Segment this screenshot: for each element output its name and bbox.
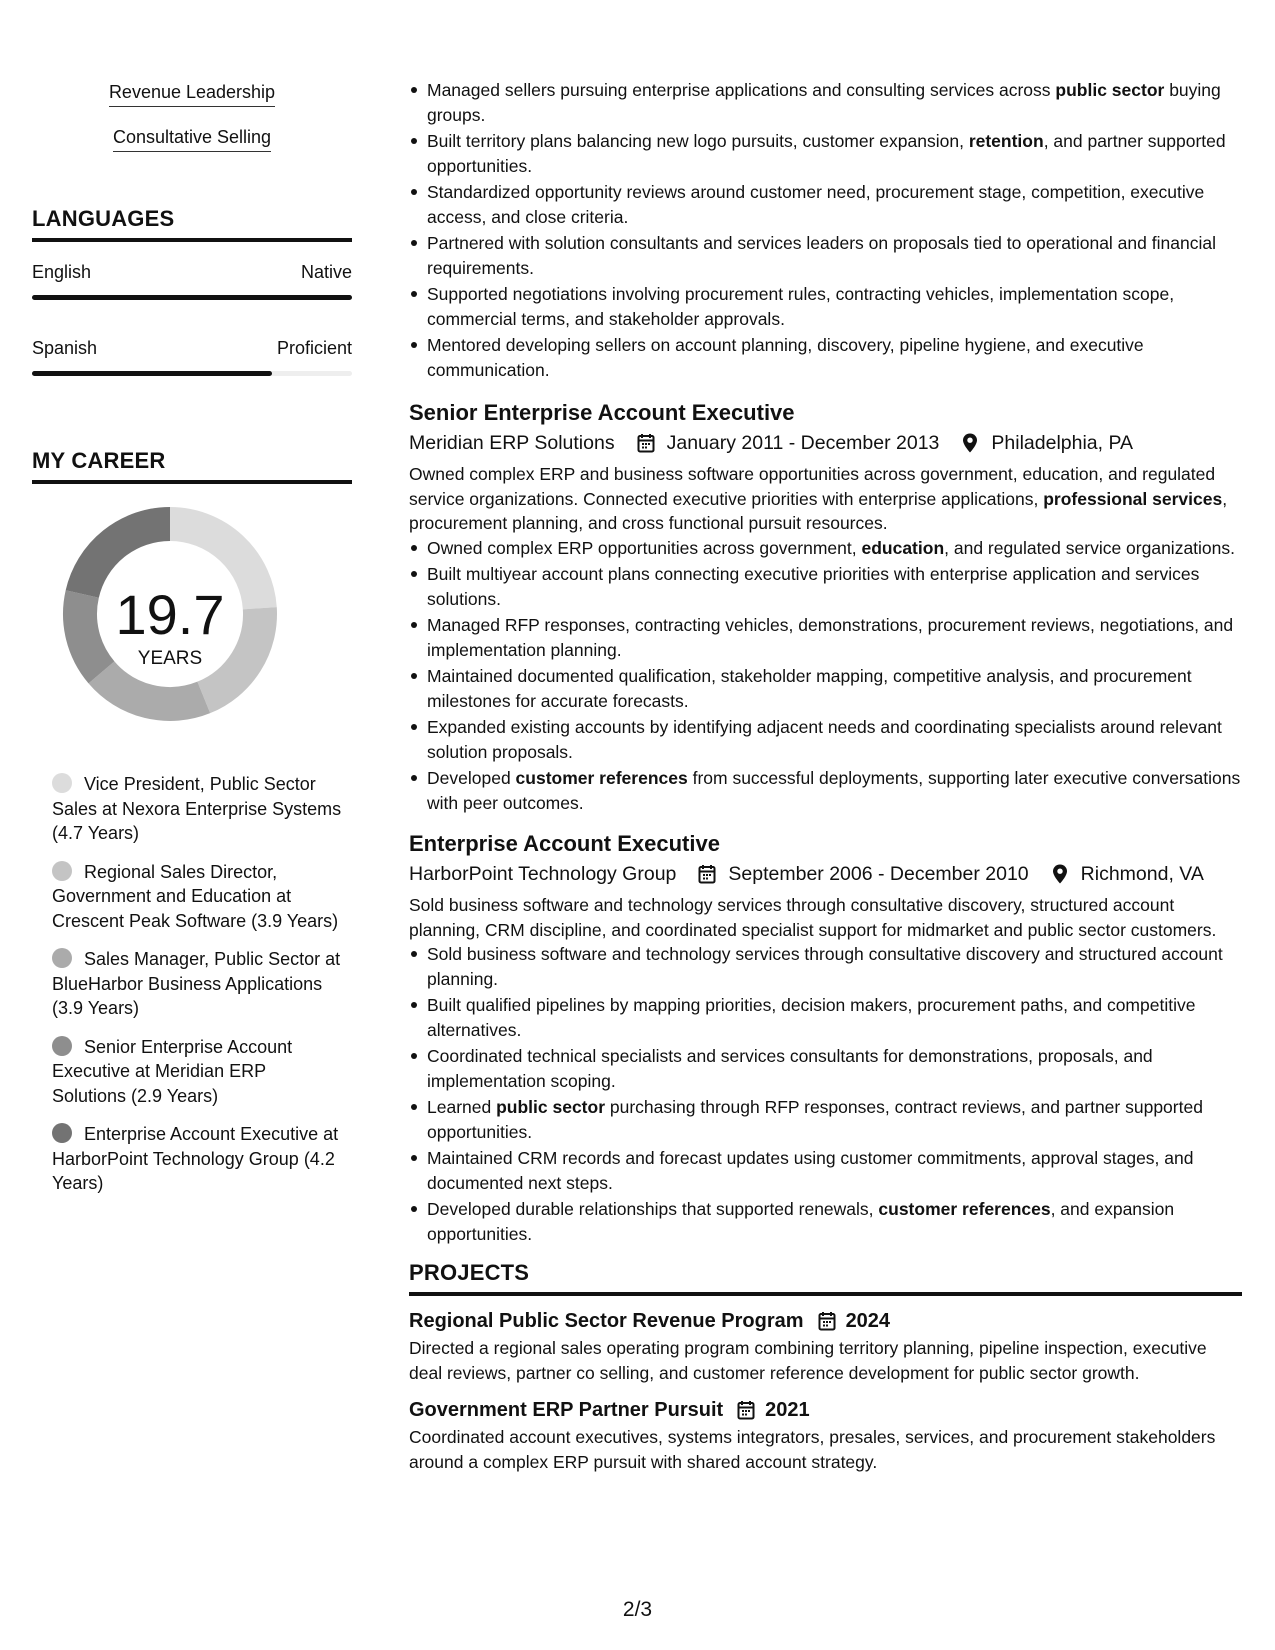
career-donut-chart (32, 484, 352, 744)
career-total-value: 19.7 (115, 583, 225, 646)
bullet-item: Sold business software and technology services through consultative discovery and structured account planning. (427, 942, 1242, 991)
legend-dot-icon (52, 773, 72, 793)
job-entry (409, 398, 1242, 815)
project-title-row (409, 1306, 1242, 1336)
calendar-icon (816, 1310, 838, 1332)
bullet-item: Built multiyear account plans connecting executive priorities with enterprise application and services solutions. (427, 562, 1242, 611)
job-summary: Owned complex ERP and business software opportunities across government, education, and regulated service organizations. Connected executive priorities with enterprise applications, professional services, procurement planning, and cross functional pursuit resources. (409, 464, 1228, 533)
bullet-item: Owned complex ERP opportunities across government, education, and regulated service organizations. (427, 536, 1242, 561)
career-legend-label: Enterprise Account Executive at HarborPoint Technology Group (4.2 Years) (52, 1124, 339, 1193)
bullet-item: Built qualified pipelines by mapping priorities, decision makers, procurement paths, and competitive alternatives. (427, 993, 1242, 1042)
calendar-icon (635, 432, 657, 454)
legend-dot-icon (52, 861, 72, 881)
career-legend-item (52, 772, 352, 846)
bullet-item: Developed durable relationships that supported renewals, customer references, and expansion opportunities. (427, 1197, 1242, 1246)
projects-heading: PROJECTS (409, 1260, 1242, 1296)
bullet-item: Learned public sector purchasing through RFP responses, contract reviews, and partner supported opportunities. (427, 1095, 1242, 1144)
job-location: Philadelphia, PA (991, 432, 1134, 454)
job-company: HarborPoint Technology Group (409, 863, 677, 885)
career-legend-label: Regional Sales Director, Government and Education at Crescent Peak Software (3.9 Years) (52, 861, 339, 931)
career-legend-label: Senior Enterprise Account Executive at Meridian ERP Solutions (2.9 Years) (52, 1036, 293, 1106)
project-year: 2021 (765, 1399, 810, 1421)
language-item (32, 338, 352, 376)
project-description: Directed a regional sales operating program combining territory planning, pipeline inspection, executive deal reviews, partner co selling, and customer reference development for public sector growth. (409, 1338, 1207, 1383)
location-pin-icon (959, 432, 981, 454)
career-legend-item (52, 860, 352, 934)
location-pin-icon (1049, 863, 1071, 885)
project-title: Regional Public Sector Revenue Program (409, 1310, 804, 1332)
bullet-item: Maintained documented qualification, stakeholder mapping, competitive analysis, and procurement milestones for accurate forecasts. (427, 664, 1242, 713)
legend-dot-icon (52, 1123, 72, 1143)
project-title: Government ERP Partner Pursuit (409, 1399, 724, 1421)
language-proficiency-bar (32, 371, 352, 376)
calendar-icon (696, 863, 718, 885)
bullet-item: Managed RFP responses, contracting vehicles, demonstrations, procurement reviews, negotiations, and implementation planning. (427, 613, 1242, 662)
bullet-item: Developed customer references from successful deployments, supporting later executive conversations with peer outcomes. (427, 766, 1242, 815)
job-meta (409, 859, 1242, 889)
language-level: Proficient (276, 338, 352, 358)
skill-tag (32, 125, 352, 152)
skill-tag (32, 80, 352, 107)
calendar-icon (735, 1399, 757, 1421)
job-location: Richmond, VA (1080, 863, 1204, 885)
legend-dot-icon (52, 948, 72, 968)
career-legend-item (52, 1122, 352, 1196)
sidebar (32, 80, 352, 1210)
career-legend-label: Vice President, Public Sector Sales at Nexora Enterprise Systems (4.7 Years) (52, 774, 342, 843)
language-proficiency-fill (32, 371, 272, 376)
project-entry (409, 1306, 1242, 1385)
bullet-item: Partnered with solution consultants and services leaders on proposals tied to operational and financial requirements. (427, 231, 1242, 280)
job-dates: January 2011 - December 2013 (666, 432, 940, 454)
languages-heading: LANGUAGES (32, 206, 352, 242)
job-summary: Sold business software and technology services through consultative discovery, structured account planning, CRM discipline, and coordinated specialist support for midmarket and public sector customers. (409, 895, 1217, 940)
bullet-item: Coordinated technical specialists and services consultants for demonstrations, proposals, and implementation scoping. (427, 1044, 1242, 1093)
language-proficiency-fill (32, 295, 352, 300)
skill-label: Consultative Selling (113, 125, 271, 152)
intro-bullet-list (409, 78, 1242, 382)
job-bullet-list (409, 942, 1242, 1246)
legend-dot-icon (52, 1036, 72, 1056)
career-legend-label: Sales Manager, Public Sector at BlueHarbor Business Applications (3.9 Years) (52, 949, 341, 1018)
language-name: Spanish (32, 338, 98, 358)
career-total-unit: YEARS (137, 648, 203, 669)
donut-segment-3 (101, 672, 203, 704)
bullet-item: Managed sellers pursuing enterprise applications and consulting services across public sector buying groups. (427, 78, 1242, 127)
career-legend-item (52, 947, 352, 1021)
project-title-row (409, 1395, 1242, 1425)
job-entry (409, 829, 1242, 1246)
bullet-item: Built territory plans balancing new logo pursuits, customer expansion, retention, and partner supported opportunities. (427, 129, 1242, 178)
page-number: 2/3 (622, 1598, 653, 1621)
language-item (32, 262, 352, 300)
bullet-item: Supported negotiations involving procurement rules, contracting vehicles, implementation scope, commercial terms, and stakeholder approvals. (427, 282, 1242, 331)
language-proficiency-bar (32, 295, 352, 300)
project-description: Coordinated account executives, systems integrators, presales, services, and procurement stakeholders around a complex ERP pursuit with shared account strategy. (409, 1427, 1216, 1472)
job-dates: September 2006 - December 2010 (728, 863, 1029, 885)
career-legend-item (52, 1035, 352, 1109)
skill-label: Revenue Leadership (109, 80, 275, 107)
career-legend (32, 772, 352, 1196)
job-bullet-list (409, 536, 1242, 816)
bullet-item: Mentored developing sellers on account planning, discovery, pipeline hygiene, and executive communication. (427, 333, 1242, 382)
project-year: 2024 (845, 1310, 891, 1332)
job-meta (409, 428, 1242, 458)
career-heading: MY CAREER (32, 448, 352, 484)
job-title: Enterprise Account Executive (409, 831, 720, 856)
main-content (409, 78, 1242, 1474)
bullet-item: Standardized opportunity reviews around customer need, procurement stage, competition, executive access, and close criteria. (427, 180, 1242, 229)
language-name: English (32, 262, 92, 282)
bullet-item: Expanded existing accounts by identifying adjacent needs and coordinating specialists around relevant solution proposals. (427, 715, 1242, 764)
project-entry (409, 1395, 1242, 1474)
language-level: Native (300, 262, 352, 282)
job-title: Senior Enterprise Account Executive (409, 400, 795, 425)
bullet-item: Maintained CRM records and forecast updates using customer commitments, approval stages, and documented next steps. (427, 1146, 1242, 1195)
job-company: Meridian ERP Solutions (409, 432, 615, 454)
